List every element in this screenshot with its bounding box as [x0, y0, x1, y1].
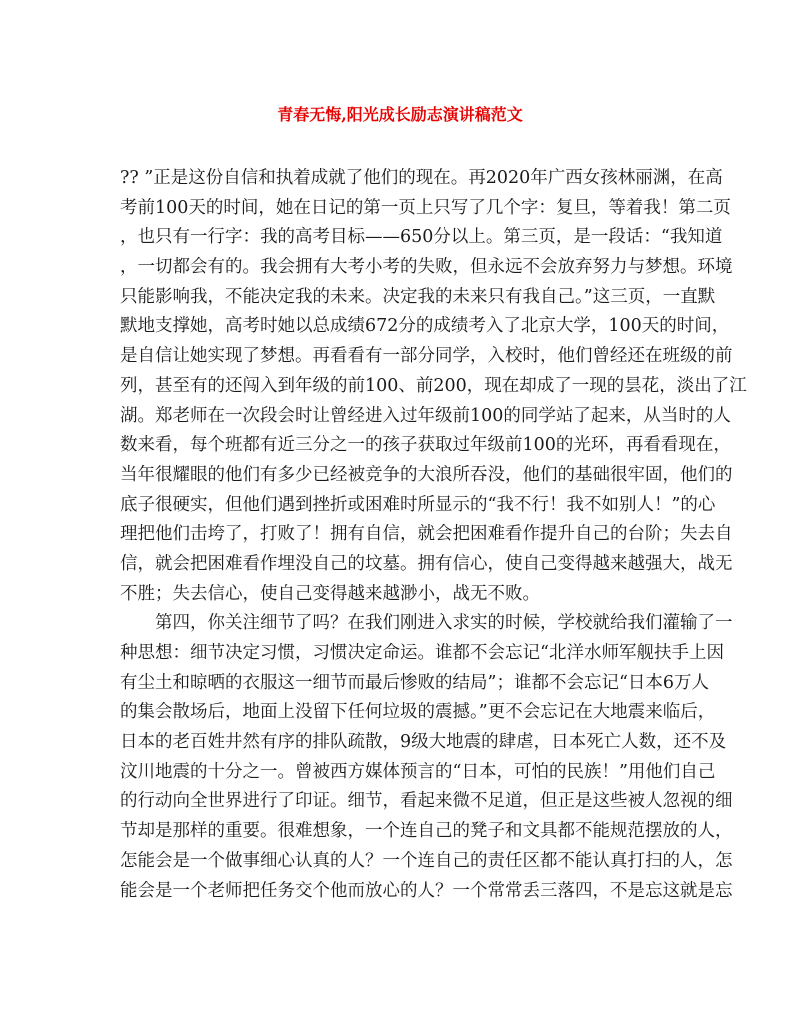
body-line: 节却是那样的重要。很难想象，一个连自己的凳子和文具都不能规范摆放的人， [120, 821, 733, 842]
body-line: 湖。郑老师在一次段会时让曾经进入过年级前100的同学站了起来，从当时的人 [120, 405, 731, 426]
body-line: 有尘土和晾晒的衣服这一细节而最后惨败的结局”；谁都不会忘记“日本6万人 [120, 672, 710, 693]
body-line: 只能影响我，不能决定我的未来。决定我的未来只有我自己。”这三页，一直默 [120, 286, 716, 307]
body-line: 的集会散场后，地面上没留下任何垃圾的震撼。”更不会忘记在大地震来临后， [120, 702, 716, 723]
body-line: 能会是一个老师把任务交个他而放心的人？一个常常丢三落四，不是忘这就是忘 [120, 880, 733, 901]
document-body [120, 164, 747, 906]
body-line: 是自信让她实现了梦想。再看看有一部分同学，入校时，他们曾经还在班级的前 [120, 346, 733, 367]
body-line: 的行动向全世界进行了印证。细节，看起来微不足道，但正是这些被人忽视的细 [120, 791, 733, 812]
body-line: 信，就会把困难看作埋没自己的坟墓。拥有信心，使自己变得越来越强大，战无 [120, 553, 733, 574]
body-line: 种思想：细节决定习惯，习惯决定命运。谁都不会忘记“北洋水师军舰扶手上因 [120, 643, 724, 663]
body-line: ，一切都会有的。我会拥有大考小考的失败，但永远不会放弃努力与梦想。环境 [120, 257, 733, 278]
body-line: 底子很硬实，但他们遇到挫折或困难时所显示的“我不行！我不如别人！”的心 [120, 494, 716, 515]
body-line: 列，甚至有的还闯入到年级的前100、前200，现在却成了一现的昙花，淡出了江 [120, 375, 747, 396]
document-title: 青春无悔,阳光成长励志演讲稿范文 [277, 105, 523, 124]
body-line: 日本的老百姓井然有序的排队疏散，9级大地震的肆虐，日本死亡人数，还不及 [120, 732, 727, 753]
body-line: 当年很耀眼的他们有多少已经被竞争的大浪所吞没，他们的基础很牢固，他们的 [120, 464, 733, 485]
body-line: 考前100天的时间，她在日记的第一页上只写了几个字：复旦，等着我！第二页 [120, 197, 731, 218]
body-line: 数来看，每个班都有近三分之一的孩子获取过年级前100的光环，再看看现在， [120, 435, 731, 456]
body-line: 第四，你关注细节了吗？在我们刚进入求实的时候，学校就给我们灌输了一 [120, 613, 733, 634]
body-line: ，也只有一行字：我的高考目标——650分以上。第三页，是一段话：“我知道 [120, 227, 723, 248]
body-line: 理把他们击垮了，打败了！拥有自信，就会把困难看作提升自己的台阶；失去自 [120, 524, 733, 545]
body-line: ?? ”正是这份自信和执着成就了他们的现在。再2020年广西女孩林丽渊，在高 [120, 168, 723, 188]
body-line: 不胜；失去信心，使自己变得越来越渺小，战无不败。 [120, 583, 540, 604]
body-line: 汶川地震的十分之一。曾被西方媒体预言的“日本，可怕的民族！”用他们自己 [120, 761, 716, 782]
body-line: 怎能会是一个做事细心认真的人？一个连自己的责任区都不能认真打扫的人，怎 [120, 850, 733, 871]
body-line: 默地支撑她，高考时她以总成绩672分的成绩考入了北京大学，100天的时间， [120, 316, 730, 337]
